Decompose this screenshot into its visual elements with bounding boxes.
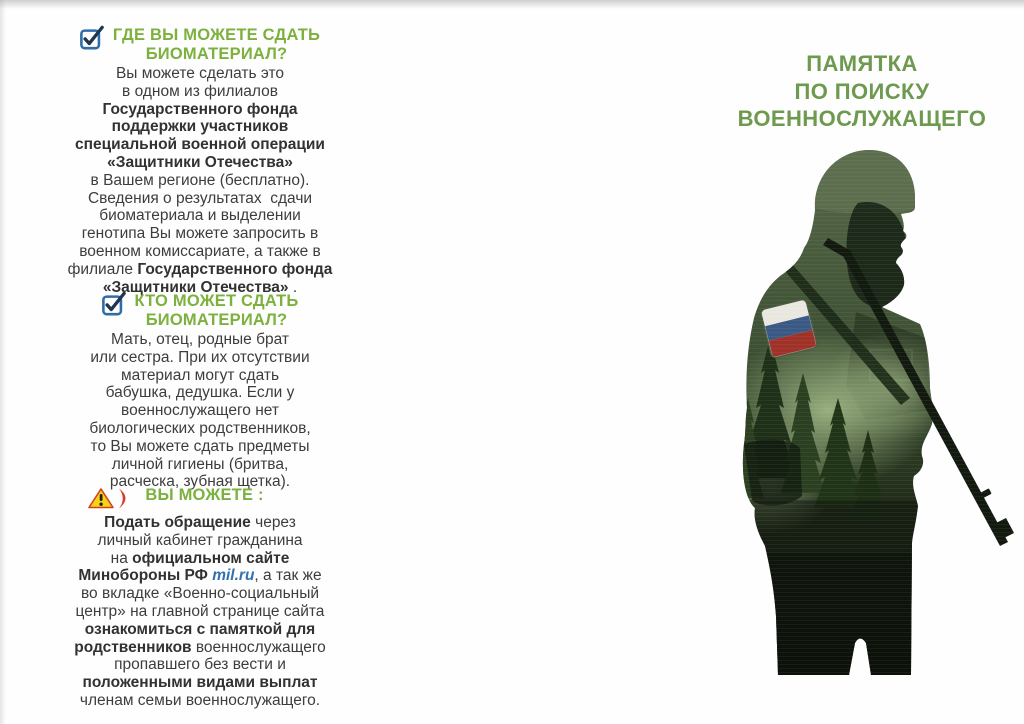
text-line: на официальном сайте: [110, 549, 290, 567]
text-line: в одном из филиалов: [122, 82, 278, 100]
text-line: ВОЕННОСЛУЖАЩЕГО: [737, 106, 987, 131]
section-title: [145, 486, 263, 505]
text-line: специальной военной операции: [75, 136, 325, 154]
text-line: ПАМЯТКА: [806, 51, 918, 76]
text-line: пропавшего без вести и: [114, 656, 286, 674]
text-line: Мать, отец, родные брат: [111, 331, 289, 348]
section-header: [28, 292, 372, 329]
red-crescent-icon: [119, 489, 126, 509]
text-line: генотипа Вы можете запросить в: [81, 225, 319, 243]
section-header: [28, 26, 372, 63]
text-line: в Вашем регионе (бесплатно).: [90, 171, 310, 189]
section-title: [135, 292, 299, 329]
text-line: филиале Государственного фонда: [67, 260, 333, 278]
text-line: военном комиссариате, а также в: [79, 242, 321, 260]
text-line: Подать обращение через: [104, 514, 296, 531]
hip-pouch: [744, 440, 802, 506]
text-line: биологических родственников,: [89, 419, 311, 437]
text-line: БИОМАТЕРИАЛ?: [145, 310, 288, 329]
section-title: [113, 26, 320, 63]
text-line: или сестра. При их отсутствии: [90, 348, 310, 366]
section-body: [28, 65, 372, 296]
text-line: личный кабинет гражданина: [97, 531, 303, 549]
section-header: [4, 486, 348, 512]
soldier-illustration: [708, 148, 1024, 683]
text-line: членам семьи военнослужащего.: [79, 691, 321, 709]
section-where-to-submit: [28, 26, 372, 296]
text-line: бабушка, дедушка. Если у: [105, 384, 295, 402]
warning-icon: [88, 486, 136, 512]
leaflet-title: [730, 50, 994, 133]
text-line: Вы можете сделать это: [115, 65, 285, 82]
section-who-can-submit: [28, 292, 372, 491]
text-line: ПО ПОИСКУ: [794, 78, 930, 104]
text-line: поддержки участников: [111, 118, 289, 136]
text-line: положенными видами выплат: [82, 674, 318, 692]
checkbox-icon: [80, 26, 104, 50]
text-line: Государственного фонда: [102, 100, 298, 118]
text-line: Сведения о результатах сдачи: [87, 189, 313, 207]
text-line: БИОМАТЕРИАЛ?: [145, 44, 288, 63]
text-line: КТО МОЖЕТ СДАТЬ: [134, 292, 299, 310]
text-line: то Вы можете сдать предметы: [90, 437, 310, 455]
text-line: военнослужащего нет: [121, 402, 279, 420]
text-line: центр» на главной странице сайта: [75, 602, 325, 620]
text-line: во вкладке «Военно-социальный: [80, 585, 320, 603]
text-line: ознакомиться с памяткой для: [84, 620, 316, 638]
text-line: материал могут сдать: [120, 366, 280, 384]
text-line: личной гигиены (бритва,: [111, 455, 289, 473]
face: [846, 202, 906, 308]
text-line: родственников военнослужащего: [74, 638, 326, 656]
text-line: биоматериала и выделении: [99, 207, 301, 225]
text-line: «Защитники Отечества»: [107, 153, 293, 171]
section-body: [28, 514, 372, 710]
mil-ru-link[interactable]: mil.ru: [212, 567, 255, 585]
text-line: расческа, зубная щетка).: [109, 473, 291, 491]
text-line: «Защитники Отечества» .: [102, 278, 298, 296]
section-you-can: [28, 486, 372, 710]
text-line: ГДЕ ВЫ МОЖЕТЕ СДАТЬ: [112, 26, 321, 44]
text-line: Минобороны РФ mil.ru, а так же: [78, 567, 322, 585]
checkbox-icon: [102, 292, 126, 316]
section-body: [28, 331, 372, 491]
shadow: [708, 553, 1024, 683]
text-line: ВЫ МОЖЕТЕ :: [145, 486, 264, 504]
